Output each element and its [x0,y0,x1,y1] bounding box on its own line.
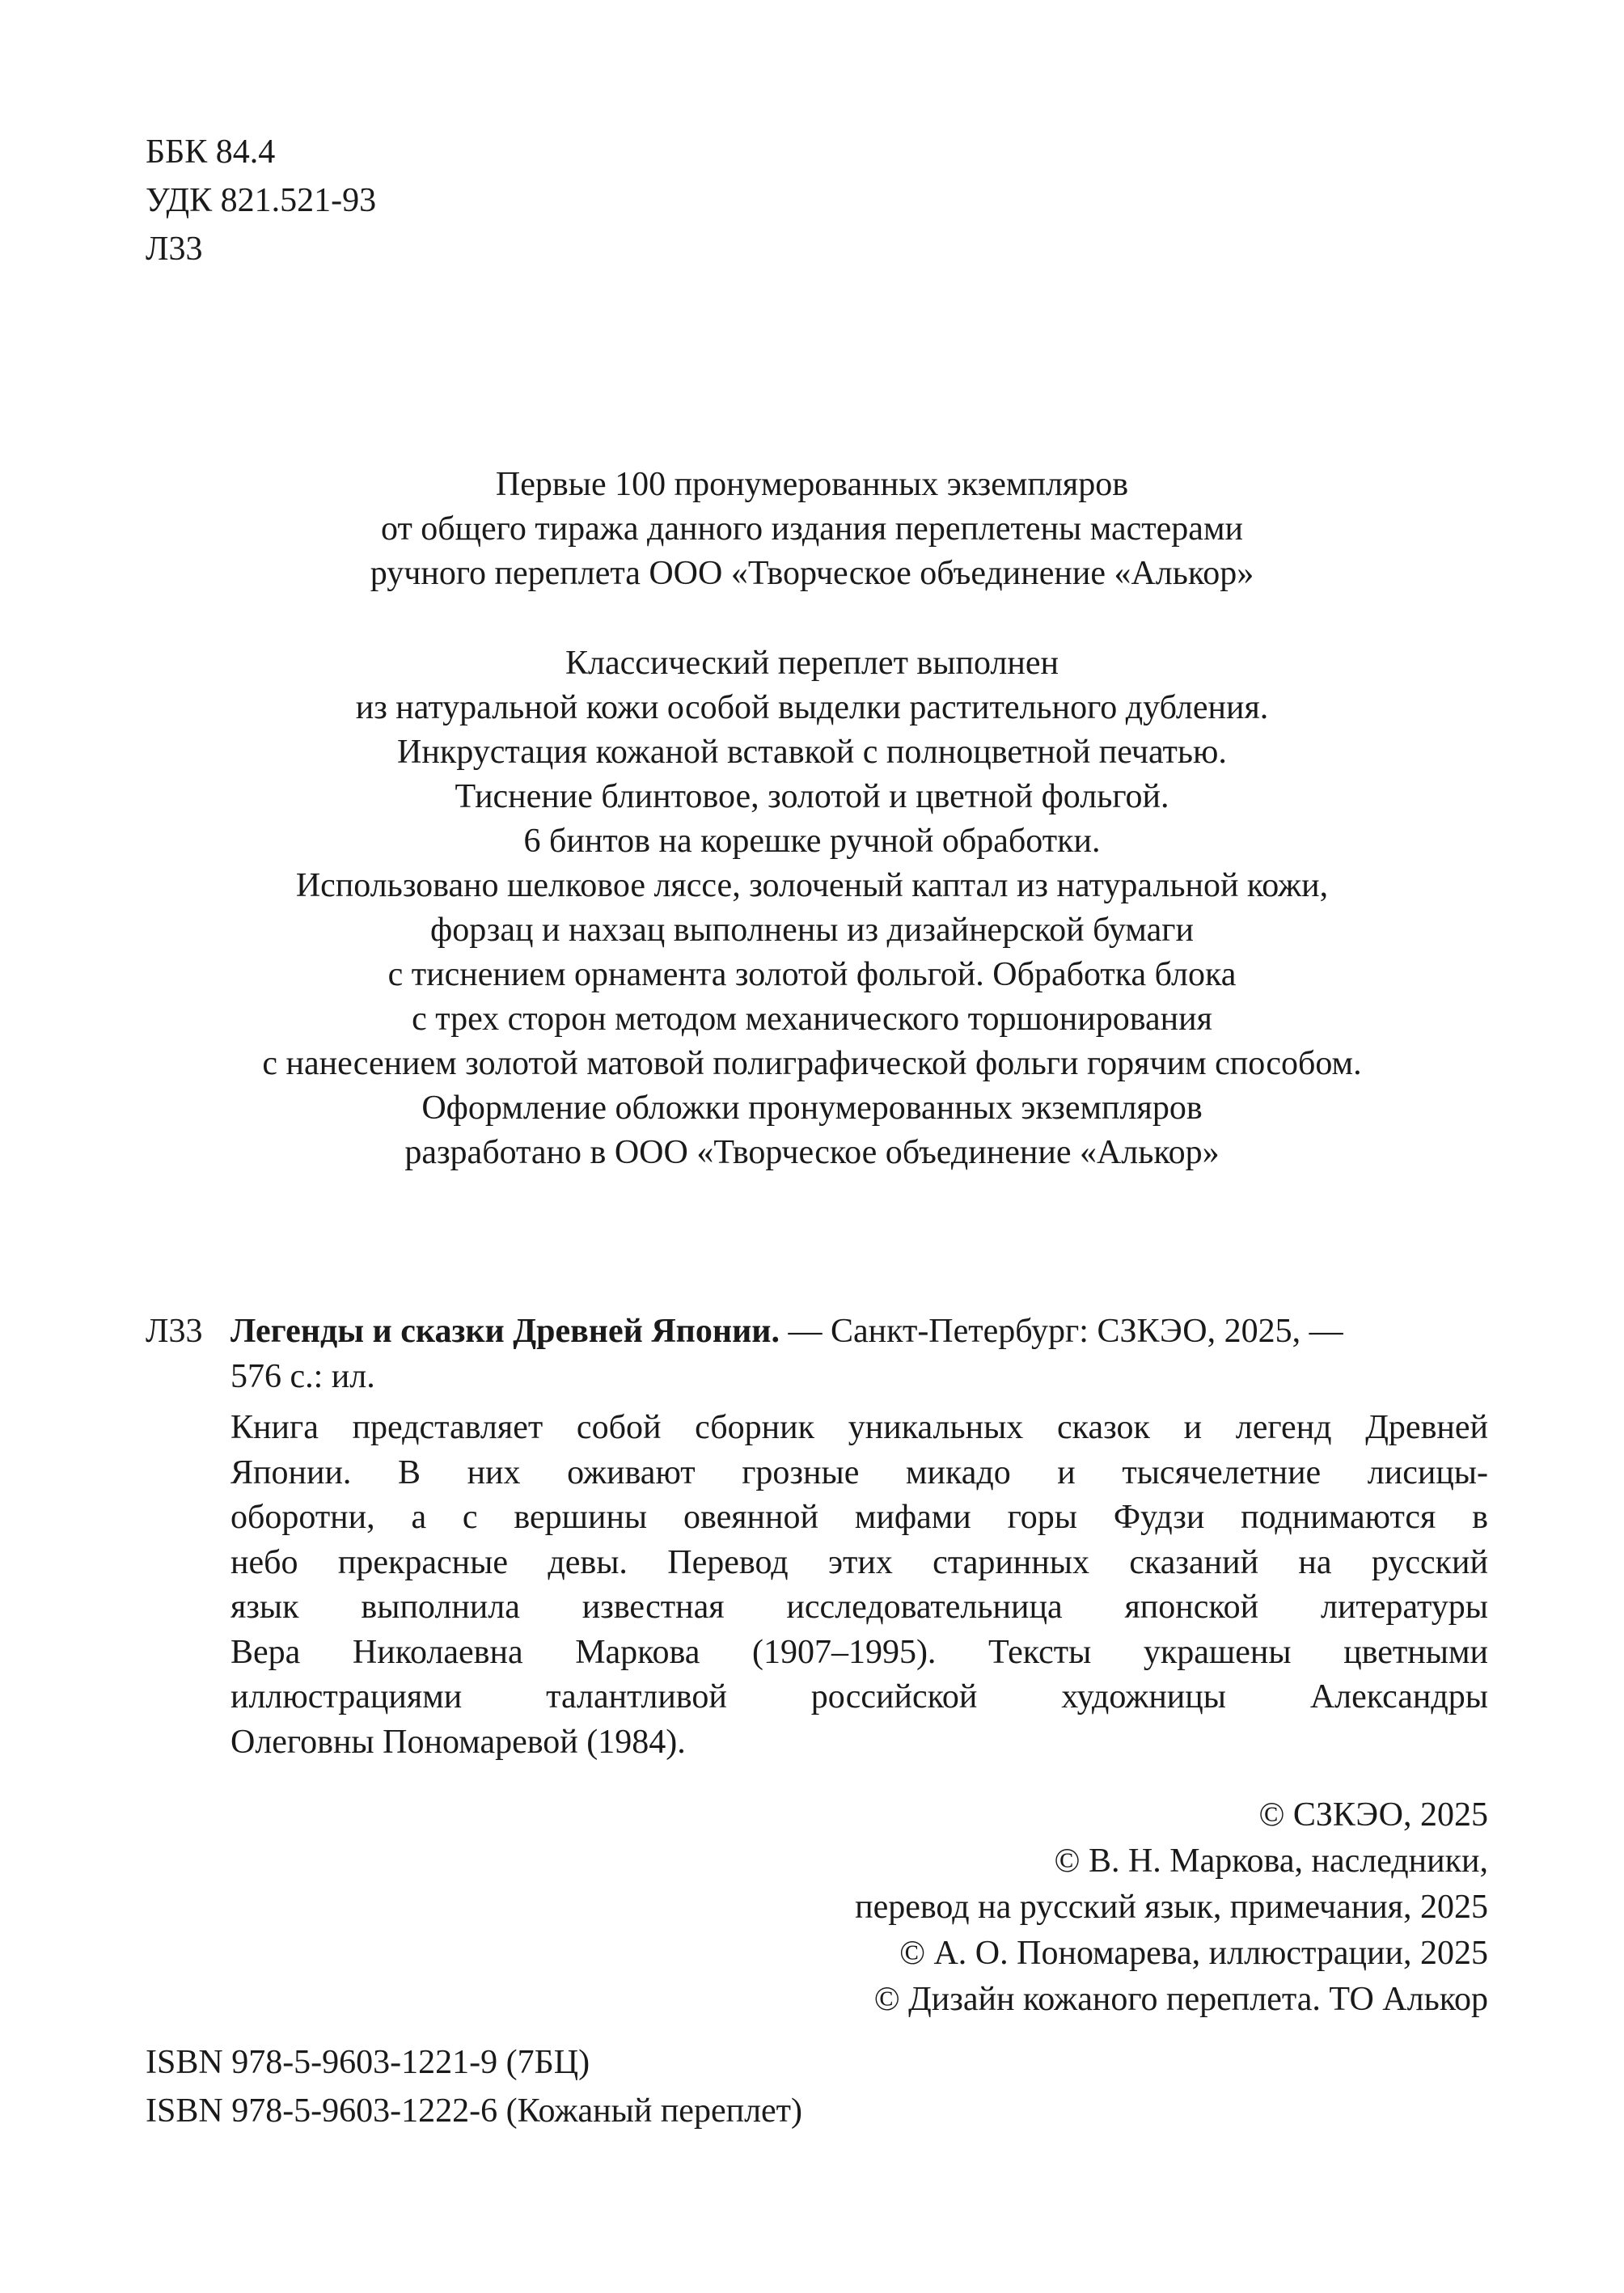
annotation-line: язык выполнила известная исследовательница японской литературы [230,1589,1488,1626]
notice-line: ручного переплета ООО «Творческое объединение «Алькор» [370,555,1254,592]
binding-line: Использовано шелковое ляссе, золоченый каптал из натуральной кожи, [295,867,1329,904]
annotation-line: иллюстрациями талантливой российской художницы Александры [230,1678,1488,1716]
annotation-line: оборотни, а с вершины овеянной мифами горы Фудзи поднимаются в [230,1499,1488,1536]
annotation [230,1406,1488,1765]
copyright-line: © СЗКЭО, 2025 [1258,1796,1488,1834]
copyright-line: © А. О. Пономарева, иллюстрации, 2025 [899,1935,1488,1972]
binding-line: Оформление обложки пронумерованных экземпляров [421,1089,1203,1127]
binding-description [0,641,1624,1175]
limited-edition-notice [0,463,1624,596]
bbk-code: ББК 84.4 [146,133,276,171]
copyright-line: © Дизайн кожаного переплета. ТО Алькор [873,1981,1488,2018]
book-title: Легенды и сказки Древней Японии. [230,1313,780,1350]
copyright-line: перевод на русский язык, примечания, 2025 [855,1889,1488,1926]
binding-line: с тиснением орнамента золотой фольгой. Обработка блока [387,956,1237,993]
binding-line: Классический переплет выполнен [565,645,1059,682]
imprint: — Санкт-Петербург: СЗКЭО, 2025, — [779,1313,1343,1350]
annotation-line: Книга представляет собой сборник уникальных сказок и легенд Древней [230,1409,1488,1446]
extent: 576 с.: ил. [230,1358,375,1395]
binding-line: из натуральной кожи особой выделки растительного дубления. [355,689,1269,726]
binding-line: Инкрустация кожаной вставкой с полноцветной печатью. [397,734,1227,771]
notice-line: Первые 100 пронумерованных экземпляров [495,466,1129,503]
binding-line: форзац и нахзац выполнены из дизайнерской бумаги [430,912,1194,949]
author-mark: Л33 [146,231,203,268]
annotation-line: Олеговны Пономаревой (1984). [230,1723,686,1761]
bibliographic-first-line [230,1309,1488,1354]
copyright-line: © В. Н. Маркова, наследники, [1054,1842,1488,1880]
binding-line: с нанесением золотой матовой полиграфической фольги горячим способом. [262,1045,1362,1082]
isbn-block [146,2038,802,2135]
notice-line: от общего тиража данного издания переплетены мастерами [381,510,1243,548]
classification-codes [146,128,376,273]
annotation-line: небо прекрасные девы. Перевод этих старинных сказаний на русский [230,1543,1488,1581]
udk-code: УДК 821.521-93 [146,182,377,219]
binding-line: Тиснение блинтовое, золотой и цветной фольгой. [455,778,1169,815]
isbn-line: ISBN 978-5-9603-1222-6 (Кожаный переплет) [146,2092,803,2130]
isbn-line: ISBN 978-5-9603-1221-9 (7БЦ) [146,2044,590,2081]
annotation-line: Вера Николаевна Маркова (1907–1995). Тексты украшены цветными [230,1633,1488,1671]
bibliographic-record [230,1309,1488,1399]
binding-line: разработано в ООО «Творческое объединение «Алькор» [404,1134,1220,1171]
copyright-block [855,1792,1488,2023]
annotation-line: Японии. В них оживают грозные микадо и тысячелетние лисицы- [230,1453,1488,1491]
binding-line: 6 бинтов на корешке ручной обработки. [523,823,1101,860]
binding-line: с трех сторон методом механического торшонирования [412,1001,1212,1038]
bibliographic-code: Л33 [146,1313,203,1350]
